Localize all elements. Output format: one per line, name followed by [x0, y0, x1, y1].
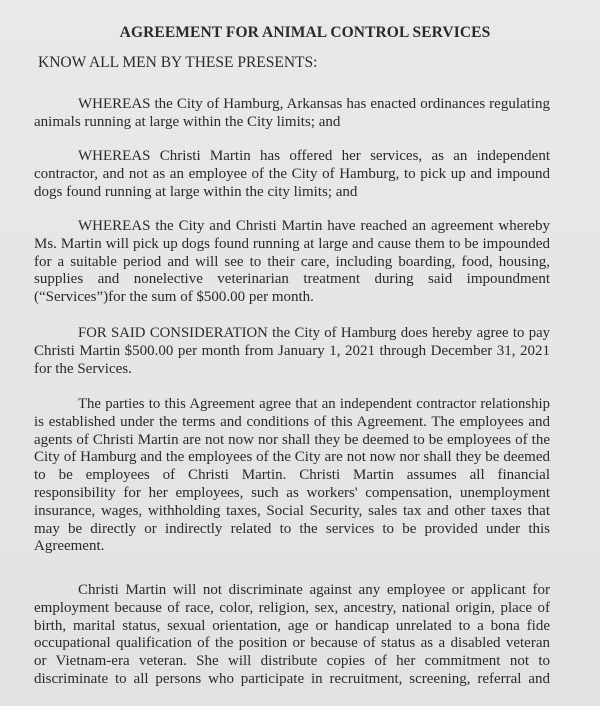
paragraph-line: agents of Christi Martin are not now nor shall they be deemed to be employees of the	[34, 431, 550, 448]
paragraph-line: animals running at large within the City limits; and	[34, 113, 341, 130]
paragraph-line: The parties to this Agreement agree that an independent contractor relationship	[78, 396, 550, 412]
paragraph-line: for a suitable period and will see to their care, including boarding, food, housing,	[34, 253, 550, 270]
paragraph-line: is established under the terms and conditions of this Agreement. The employees and	[34, 413, 550, 430]
paragraph-line: discriminate to all persons who participate in recruitment, screening, referral and	[34, 670, 550, 687]
paragraph-line: birth, marital status, sexual orientation, age or handicap unrelated to a bona fide	[34, 617, 550, 634]
paragraph-line: WHEREAS the City of Hamburg, Arkansas has enacted ordinances regulating	[78, 96, 550, 112]
paragraph-line: may be directly or indirectly related to the services to be provided under this	[34, 520, 550, 537]
paragraph-line: for the Services.	[34, 360, 132, 377]
paragraph-5	[34, 396, 550, 556]
paragraph-line: dogs found running at large within the city limits; and	[34, 183, 358, 200]
document-title: AGREEMENT FOR ANIMAL CONTROL SERVICES	[119, 24, 491, 41]
paragraph-line: occupational qualification of the position or because of status as a disabled veteran	[34, 635, 550, 652]
paragraph-line: or Vietnam-era veteran. She will distribute copies of her commitment not to	[34, 653, 550, 670]
paragraph-line: to be employees of Christi Martin. Christi Martin assumes all financial	[34, 467, 550, 484]
paragraph-1	[34, 96, 550, 132]
paragraph-line: insurance, wages, withholding taxes, Social Security, sales tax and other taxes that	[34, 502, 550, 519]
paragraph-6	[34, 582, 550, 689]
paragraph-line: responsibility for her employees, such as workers' compensation, unemployment	[34, 484, 550, 501]
paragraph-line: WHEREAS the City and Christi Martin have reached an agreement whereby	[78, 218, 550, 234]
paragraph-line: City of Hamburg and the employees of the City are not now nor shall they be deemed	[34, 449, 550, 466]
paragraph-line: Christi Martin $500.00 per month from January 1, 2021 through December 31, 2021	[34, 342, 550, 359]
paragraph-2	[34, 148, 550, 201]
paragraph-3	[34, 218, 550, 307]
paragraph-line: (“Services”)for the sum of $500.00 per month.	[34, 289, 314, 306]
paragraph-4	[34, 325, 550, 378]
preamble: KNOW ALL MEN BY THESE PRESENTS:	[38, 54, 318, 71]
paragraph-line: contractor, and not as an employee of the City of Hamburg, to pick up and impound	[34, 165, 550, 182]
paragraph-line: supplies and nonelective veterinarian treatment during said impoundment	[34, 271, 550, 288]
paragraph-line: WHEREAS Christi Martin has offered her services, as an independent	[78, 148, 550, 164]
paragraph-line: Ms. Martin will pick up dogs found running at large and cause them to be impounded	[34, 235, 550, 252]
paragraph-line: Christi Martin will not discriminate against any employee or applicant for	[78, 582, 550, 598]
paragraph-line: employment because of race, color, religion, sex, ancestry, national origin, place of	[34, 599, 550, 616]
paragraph-line: Agreement.	[34, 538, 105, 555]
paragraph-line: FOR SAID CONSIDERATION the City of Hamburg does hereby agree to pay	[78, 325, 550, 341]
